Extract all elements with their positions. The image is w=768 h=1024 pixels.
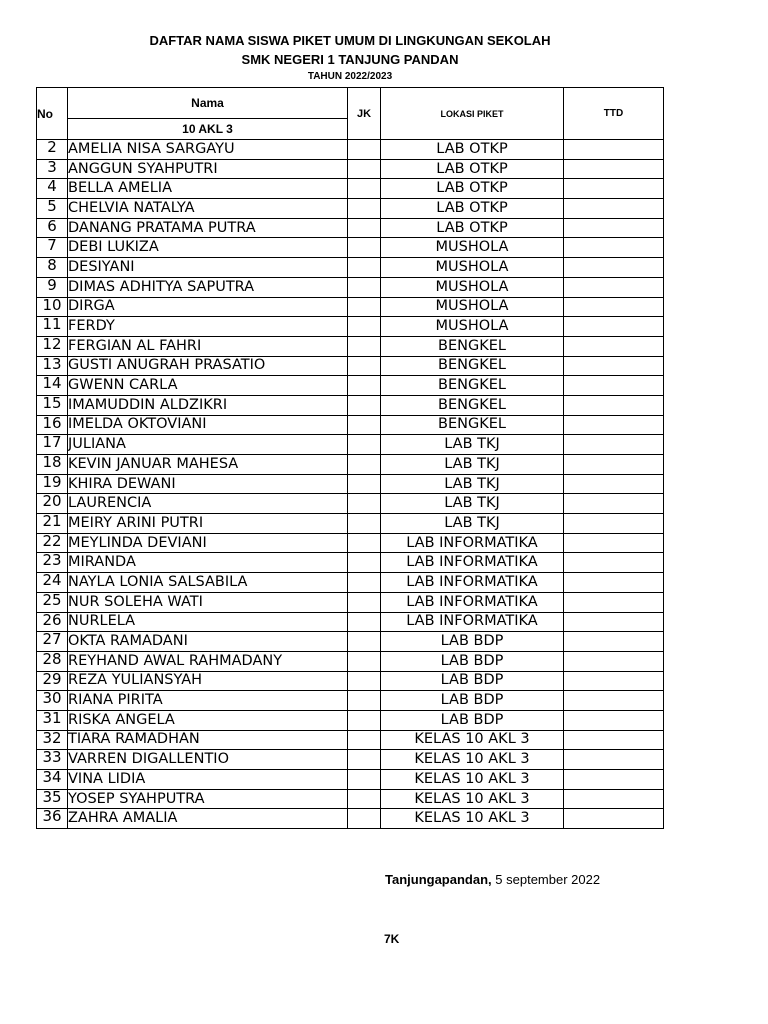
table-row xyxy=(37,573,664,593)
table-row xyxy=(37,336,664,356)
gender-cell xyxy=(348,671,381,691)
duty-location: LAB INFORMATIKA xyxy=(381,533,564,553)
row-number: 33 xyxy=(37,750,68,770)
student-name: DANANG PRATAMA PUTRA xyxy=(68,218,348,238)
gender-cell xyxy=(348,494,381,514)
table-row xyxy=(37,533,664,553)
gender-cell xyxy=(348,455,381,475)
student-name: MEYLINDA DEVIANI xyxy=(68,533,348,553)
signature-cell xyxy=(564,789,664,809)
signature-cell xyxy=(564,809,664,829)
duty-location: KELAS 10 AKL 3 xyxy=(381,750,564,770)
duty-location: LAB INFORMATIKA xyxy=(381,573,564,593)
school-name: SMK NEGERI 1 TANJUNG PANDAN xyxy=(241,52,459,67)
row-number: 17 xyxy=(37,435,68,455)
table-row xyxy=(37,789,664,809)
gender-cell xyxy=(348,179,381,199)
table-row xyxy=(37,415,664,435)
signature-cell xyxy=(564,218,664,238)
table-row xyxy=(37,317,664,337)
row-number: 6 xyxy=(37,218,68,238)
table-row xyxy=(37,159,664,179)
class-label: 10 AKL 3 xyxy=(68,119,348,140)
school-year: TAHUN 2022/2023 xyxy=(307,71,393,82)
student-name: NUR SOLEHA WATI xyxy=(68,592,348,612)
gender-cell xyxy=(348,573,381,593)
gender-cell xyxy=(348,317,381,337)
student-name: REZA YULIANSYAH xyxy=(68,671,348,691)
gender-cell xyxy=(348,809,381,829)
duty-location: LAB OTKP xyxy=(381,159,564,179)
row-number: 3 xyxy=(37,159,68,179)
row-number: 24 xyxy=(37,573,68,593)
duty-location: LAB OTKP xyxy=(381,218,564,238)
gender-cell xyxy=(348,415,381,435)
duty-location: KELAS 10 AKL 3 xyxy=(381,809,564,829)
signature-cell xyxy=(564,553,664,573)
duty-location: LAB TKJ xyxy=(381,514,564,534)
student-name: DESIYANI xyxy=(68,258,348,278)
table-row xyxy=(37,553,664,573)
row-number: 20 xyxy=(37,494,68,514)
table-row xyxy=(37,356,664,376)
duty-location: BENGKEL xyxy=(381,376,564,396)
student-name: KEVIN JANUAR MAHESA xyxy=(68,455,348,475)
student-name: OKTA RAMADANI xyxy=(68,632,348,652)
row-number: 23 xyxy=(37,553,68,573)
row-number: 31 xyxy=(37,710,68,730)
signature-cell xyxy=(564,770,664,790)
student-name: RISKA ANGELA xyxy=(68,710,348,730)
gender-cell xyxy=(348,553,381,573)
row-number: 12 xyxy=(37,336,68,356)
row-number: 16 xyxy=(37,415,68,435)
student-name: KHIRA DEWANI xyxy=(68,474,348,494)
student-name: TIARA RAMADHAN xyxy=(68,730,348,750)
duty-location: LAB OTKP xyxy=(381,179,564,199)
gender-cell xyxy=(348,691,381,711)
signature-cell xyxy=(564,277,664,297)
gender-cell xyxy=(348,356,381,376)
table-row xyxy=(37,179,664,199)
header-jk: JK xyxy=(348,88,381,140)
row-number: 10 xyxy=(37,297,68,317)
row-number: 35 xyxy=(37,789,68,809)
duty-location: KELAS 10 AKL 3 xyxy=(381,730,564,750)
student-name: CHELVIA NATALYA xyxy=(68,199,348,219)
signature-cell xyxy=(564,612,664,632)
row-number: 2 xyxy=(37,140,68,160)
signature-cell xyxy=(564,140,664,160)
page-label: 7K xyxy=(384,932,400,946)
student-name: BELLA AMELIA xyxy=(68,179,348,199)
gender-cell xyxy=(348,277,381,297)
student-name: LAURENCIA xyxy=(68,494,348,514)
row-number: 27 xyxy=(37,632,68,652)
table-row xyxy=(37,612,664,632)
student-name: VINA LIDIA xyxy=(68,770,348,790)
student-name: YOSEP SYAHPUTRA xyxy=(68,789,348,809)
student-name: IMELDA OKTOVIANI xyxy=(68,415,348,435)
row-number: 22 xyxy=(37,533,68,553)
row-number: 21 xyxy=(37,514,68,534)
signature-place-date xyxy=(385,872,600,887)
duty-location: LAB TKJ xyxy=(381,494,564,514)
student-name: VARREN DIGALLENTIO xyxy=(68,750,348,770)
row-number: 19 xyxy=(37,474,68,494)
gender-cell xyxy=(348,710,381,730)
table-row xyxy=(37,199,664,219)
signature-cell xyxy=(564,179,664,199)
duty-location: MUSHOLA xyxy=(381,238,564,258)
header-ttd: TTD xyxy=(564,88,664,140)
signature-cell xyxy=(564,258,664,278)
student-name: IMAMUDDIN ALDZIKRI xyxy=(68,395,348,415)
row-number: 14 xyxy=(37,376,68,396)
signature-cell xyxy=(564,651,664,671)
duty-location: MUSHOLA xyxy=(381,317,564,337)
gender-cell xyxy=(348,435,381,455)
table-row xyxy=(37,750,664,770)
document-title: DAFTAR NAMA SISWA PIKET UMUM DI LINGKUNGAN SEKOLAH xyxy=(149,33,551,48)
signature-cell xyxy=(564,710,664,730)
gender-cell xyxy=(348,159,381,179)
row-number: 5 xyxy=(37,199,68,219)
student-name: ANGGUN SYAHPUTRI xyxy=(68,159,348,179)
table-row xyxy=(37,297,664,317)
signature-cell xyxy=(564,494,664,514)
student-name: DEBI LUKIZA xyxy=(68,238,348,258)
table-row xyxy=(37,435,664,455)
signature-cell xyxy=(564,336,664,356)
row-number: 18 xyxy=(37,455,68,475)
signature-cell xyxy=(564,455,664,475)
student-name: GUSTI ANUGRAH PRASATIO xyxy=(68,356,348,376)
table-row xyxy=(37,140,664,160)
table-row xyxy=(37,671,664,691)
table-row xyxy=(37,691,664,711)
student-name: GWENN CARLA xyxy=(68,376,348,396)
gender-cell xyxy=(348,297,381,317)
duty-location: BENGKEL xyxy=(381,356,564,376)
duty-location: KELAS 10 AKL 3 xyxy=(381,770,564,790)
header-nama: Nama xyxy=(68,88,348,119)
signature-cell xyxy=(564,356,664,376)
duty-location: LAB TKJ xyxy=(381,435,564,455)
duty-location: MUSHOLA xyxy=(381,297,564,317)
table-row xyxy=(37,770,664,790)
gender-cell xyxy=(348,750,381,770)
signature-cell xyxy=(564,297,664,317)
row-number: 34 xyxy=(37,770,68,790)
table-row xyxy=(37,651,664,671)
table-row xyxy=(37,514,664,534)
gender-cell xyxy=(348,592,381,612)
signature-cell xyxy=(564,691,664,711)
duty-location: LAB TKJ xyxy=(381,455,564,475)
table-row xyxy=(37,592,664,612)
student-name: ZAHRA AMALIA xyxy=(68,809,348,829)
row-number: 29 xyxy=(37,671,68,691)
signature-cell xyxy=(564,632,664,652)
place-label: Tanjungapandan, xyxy=(385,872,492,887)
student-name: DIRGA xyxy=(68,297,348,317)
signature-cell xyxy=(564,730,664,750)
student-name: MEIRY ARINI PUTRI xyxy=(68,514,348,534)
signature-cell xyxy=(564,435,664,455)
student-name: AMELIA NISA SARGAYU xyxy=(68,140,348,160)
duty-location: MUSHOLA xyxy=(381,258,564,278)
gender-cell xyxy=(348,651,381,671)
row-number: 8 xyxy=(37,258,68,278)
duty-location: LAB TKJ xyxy=(381,474,564,494)
row-number: 30 xyxy=(37,691,68,711)
duty-location: LAB OTKP xyxy=(381,199,564,219)
row-number: 13 xyxy=(37,356,68,376)
signature-cell xyxy=(564,573,664,593)
roster-body xyxy=(37,140,664,829)
student-name: NURLELA xyxy=(68,612,348,632)
signature-cell xyxy=(564,750,664,770)
gender-cell xyxy=(348,533,381,553)
signature-cell xyxy=(564,671,664,691)
table-row xyxy=(37,218,664,238)
student-name: FERGIAN AL FAHRI xyxy=(68,336,348,356)
duty-location: LAB BDP xyxy=(381,651,564,671)
duty-location: LAB INFORMATIKA xyxy=(381,592,564,612)
duty-location: LAB INFORMATIKA xyxy=(381,553,564,573)
duty-location: MUSHOLA xyxy=(381,277,564,297)
signature-cell xyxy=(564,199,664,219)
header-lokasi-piket: LOKASI PIKET xyxy=(381,88,564,140)
table-row xyxy=(37,277,664,297)
table-row xyxy=(37,494,664,514)
signature-cell xyxy=(564,238,664,258)
table-row xyxy=(37,474,664,494)
gender-cell xyxy=(348,258,381,278)
table-row xyxy=(37,376,664,396)
date-label: 5 september 2022 xyxy=(495,872,601,887)
gender-cell xyxy=(348,770,381,790)
duty-location: LAB INFORMATIKA xyxy=(381,612,564,632)
table-row xyxy=(37,455,664,475)
student-name: FERDY xyxy=(68,317,348,337)
gender-cell xyxy=(348,730,381,750)
signature-cell xyxy=(564,474,664,494)
gender-cell xyxy=(348,632,381,652)
duty-location: BENGKEL xyxy=(381,415,564,435)
duty-location: LAB OTKP xyxy=(381,140,564,160)
row-number: 25 xyxy=(37,592,68,612)
row-number: 32 xyxy=(37,730,68,750)
signature-cell xyxy=(564,415,664,435)
duty-location: LAB BDP xyxy=(381,632,564,652)
signature-cell xyxy=(564,592,664,612)
row-number: 36 xyxy=(37,809,68,829)
signature-cell xyxy=(564,317,664,337)
table-row xyxy=(37,632,664,652)
duty-location: BENGKEL xyxy=(381,336,564,356)
row-number: 7 xyxy=(37,238,68,258)
duty-location: KELAS 10 AKL 3 xyxy=(381,789,564,809)
header-no: No xyxy=(37,88,68,140)
signature-cell xyxy=(564,395,664,415)
duty-location: BENGKEL xyxy=(381,395,564,415)
signature-cell xyxy=(564,514,664,534)
table-row xyxy=(37,395,664,415)
signature-cell xyxy=(564,533,664,553)
gender-cell xyxy=(348,199,381,219)
row-number: 15 xyxy=(37,395,68,415)
student-name: DIMAS ADHITYA SAPUTRA xyxy=(68,277,348,297)
row-number: 9 xyxy=(37,277,68,297)
gender-cell xyxy=(348,238,381,258)
duty-location: LAB BDP xyxy=(381,671,564,691)
gender-cell xyxy=(348,336,381,356)
duty-location: LAB BDP xyxy=(381,710,564,730)
signature-cell xyxy=(564,159,664,179)
gender-cell xyxy=(348,514,381,534)
gender-cell xyxy=(348,395,381,415)
table-row xyxy=(37,258,664,278)
gender-cell xyxy=(348,474,381,494)
gender-cell xyxy=(348,789,381,809)
row-number: 28 xyxy=(37,651,68,671)
student-name: RIANA PIRITA xyxy=(68,691,348,711)
row-number: 11 xyxy=(37,317,68,337)
gender-cell xyxy=(348,376,381,396)
table-row xyxy=(37,710,664,730)
table-row xyxy=(37,730,664,750)
duty-location: LAB BDP xyxy=(381,691,564,711)
table-row xyxy=(37,809,664,829)
student-name: JULIANA xyxy=(68,435,348,455)
student-name: MIRANDA xyxy=(68,553,348,573)
student-name: NAYLA LONIA SALSABILA xyxy=(68,573,348,593)
row-number: 4 xyxy=(37,179,68,199)
table-row xyxy=(37,238,664,258)
gender-cell xyxy=(348,140,381,160)
gender-cell xyxy=(348,218,381,238)
duty-roster-table xyxy=(36,87,664,829)
student-name: REYHAND AWAL RAHMADANY xyxy=(68,651,348,671)
row-number: 26 xyxy=(37,612,68,632)
gender-cell xyxy=(348,612,381,632)
signature-cell xyxy=(564,376,664,396)
